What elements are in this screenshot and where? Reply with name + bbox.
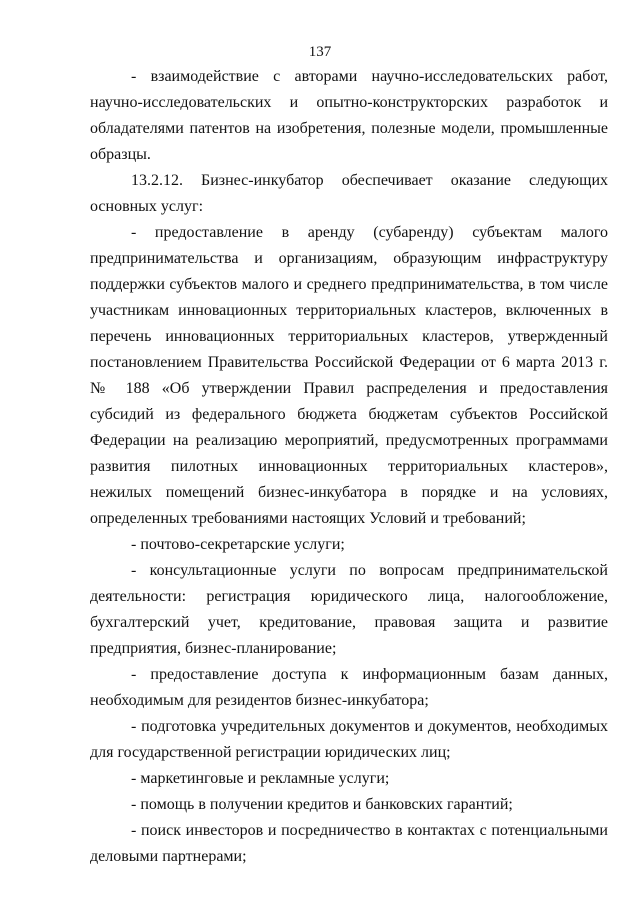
paragraph-postal-secretarial: - почтово-секретарские услуги; xyxy=(131,536,345,553)
paragraph-credit-assistance: - помощь в получении кредитов и банковских гарантий; xyxy=(131,796,513,813)
paragraph-interaction-authors: - взаимодействие с авторами научно-исследовательских работ, научно-исследовательских и опытно-конструкторских разработок и обладателями патентов на изобретения, полезные модели, промышленные образцы. xyxy=(90,68,608,163)
page-number: 137 xyxy=(308,44,332,60)
paragraph-founding-documents: - подготовка учредительных документов и документов, необходимых для государственной регистрации юридических лиц; xyxy=(90,718,608,761)
paragraph-marketing: - маркетинговые и рекламные услуги; xyxy=(131,770,390,787)
document-body xyxy=(90,64,608,870)
paragraph-database-access: - предоставление доступа к информационным базам данных, необходимым для резидентов бизнес-инкубатора; xyxy=(90,666,608,709)
paragraph-investor-search: - поиск инвесторов и посредничество в контактах с потенциальными деловыми партнерами; xyxy=(90,822,608,865)
paragraph-section-13-2-12: 13.2.12. Бизнес-инкубатор обеспечивает оказание следующих основных услуг: xyxy=(90,172,608,215)
paragraph-rental-premises: - предоставление в аренду (субаренду) субъектам малого предпринимательства и организациям, образующим инфраструктуру поддержки субъектов малого и среднего предпринимательства, в том числе участникам инновационных территориальных кластеров, включенных в перечень инновационных территориальных кластеров, утвержденный постановлением Правительства Российской Федерации от 6 марта 2013 г. № 188 «Об утверждении Правил распределения и предоставления субсидий из федерального бюджета бюджетам субъектов Российской Федерации на реализацию мероприятий, предусмотренных программами развития пилотных инновационных территориальных кластеров», нежилых помещений бизнес-инкубатора в порядке и на условиях, определенных требованиями настоящих Условий и требований; xyxy=(90,224,608,527)
paragraph-consulting: - консультационные услуги по вопросам предпринимательской деятельности: регистрация юридического лица, налогообложение, бухгалтерский учет, кредитование, правовая защита и развитие предприятия, бизнес-планирование; xyxy=(90,562,608,657)
